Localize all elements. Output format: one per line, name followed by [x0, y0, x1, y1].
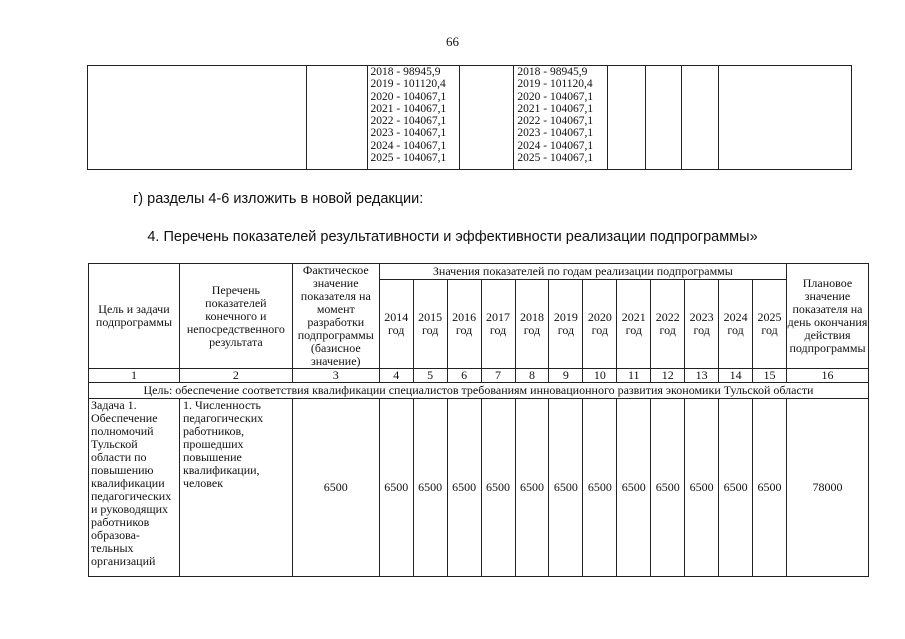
top-cell-2: [306, 66, 367, 170]
column-number: 11: [617, 369, 651, 383]
funding-year-line: 2024 - 104067,1: [370, 139, 447, 152]
column-number: 4: [379, 369, 413, 383]
header-year: 2025 год: [753, 279, 787, 368]
goal-row: Цель: обеспечение соответствия квалификации специалистов требованиям инновационного развития экономики Тульской области: [89, 383, 869, 399]
header-goal-tasks: Цель и задачи подпрограммы: [89, 264, 180, 369]
column-number: 14: [719, 369, 753, 383]
value-2017: 6500: [481, 399, 515, 577]
header-year: 2022 год: [651, 279, 685, 368]
column-number: 10: [583, 369, 617, 383]
value-2023: 6500: [685, 399, 719, 577]
header-year: 2023 год: [685, 279, 719, 368]
funding-year-line: 2019 - 101120,4: [370, 78, 446, 91]
continuation-table: [87, 65, 852, 170]
value-2021: 6500: [617, 399, 651, 577]
top-cell-9: [719, 66, 852, 170]
funding-year-line: 2025 - 104067,1: [370, 152, 447, 165]
header-planned-value: Плановое значение показателя на день окончания действия подпрограммы: [787, 264, 869, 369]
funding-year-line: 2021 - 104067,1: [370, 102, 447, 115]
page-number: 66: [446, 34, 459, 49]
value-2022: 6500: [651, 399, 685, 577]
top-cell-6: [608, 66, 646, 170]
task-cell: Задача 1. Обеспечение полномочий Тульской области по повышению квалификации педагогических и руководящих работников образова-тельных организаций: [89, 399, 180, 577]
header-year: 2021 год: [617, 279, 651, 368]
funding-years-list-b: [514, 66, 608, 170]
header-year: 2017 год: [481, 279, 515, 368]
header-year: 2019 год: [549, 279, 583, 368]
column-number: 5: [413, 369, 447, 383]
header-year: 2018 год: [515, 279, 549, 368]
column-number: 7: [481, 369, 515, 383]
top-cell-8: [682, 66, 719, 170]
value-2020: 6500: [583, 399, 617, 577]
header-year: 2015 год: [413, 279, 447, 368]
value-2016: 6500: [447, 399, 481, 577]
funding-year-line: 2022 - 104067,1: [370, 115, 447, 128]
column-number: 16: [787, 369, 869, 383]
funding-year-line: 2019 - 101120,4: [517, 78, 593, 91]
funding-year-line: 2024 - 104067,1: [517, 139, 594, 152]
top-cell-1: [88, 66, 307, 170]
actual-value-cell: 6500: [292, 399, 379, 577]
value-2014: 6500: [379, 399, 413, 577]
value-2019: 6500: [549, 399, 583, 577]
funding-year-line: 2023 - 104067,1: [517, 127, 594, 140]
funding-year-line: 2018 - 98945,9: [517, 66, 588, 78]
funding-year-line: 2020 - 104067,1: [517, 90, 594, 103]
funding-year-line: 2022 - 104067,1: [517, 115, 594, 128]
funding-year-line: 2021 - 104067,1: [517, 102, 594, 115]
column-number: 3: [292, 369, 379, 383]
top-cell-4: [460, 66, 514, 170]
value-2025: 6500: [753, 399, 787, 577]
planned-value-cell: 78000: [787, 399, 869, 577]
amendment-heading: г) разделы 4-6 изложить в новой редакции:: [133, 191, 424, 207]
value-2018: 6500: [515, 399, 549, 577]
funding-year-line: 2018 - 98945,9: [370, 66, 441, 78]
header-year: 2014 год: [379, 279, 413, 368]
funding-year-line: 2020 - 104067,1: [370, 90, 447, 103]
funding-year-line: 2023 - 104067,1: [370, 127, 447, 140]
column-number: 15: [753, 369, 787, 383]
indicators-table: [88, 263, 869, 577]
indicator-cell: 1. Численность педагогических работников, прошедших повышение квалификации, человек: [179, 399, 292, 577]
header-year: 2024 год: [719, 279, 753, 368]
header-year: 2020 год: [583, 279, 617, 368]
column-number: 6: [447, 369, 481, 383]
column-number: 1: [89, 369, 180, 383]
value-2024: 6500: [719, 399, 753, 577]
column-number: 8: [515, 369, 549, 383]
funding-years-list-a: [367, 66, 460, 170]
value-2015: 6500: [413, 399, 447, 577]
header-by-years: Значения показателей по годам реализации подпрограммы: [379, 264, 786, 280]
header-actual-value: Фактическое значение показателя на момент разработки подпрограммы (базисное значение): [292, 264, 379, 369]
column-number: 2: [179, 369, 292, 383]
header-year: 2016 год: [447, 279, 481, 368]
top-cell-7: [646, 66, 682, 170]
column-number: 12: [651, 369, 685, 383]
funding-year-line: 2025 - 104067,1: [517, 152, 594, 165]
column-number: 9: [549, 369, 583, 383]
header-indicators: Перечень показателей конечного и непосредственного результата: [179, 264, 292, 369]
section-title: 4. Перечень показателей результативности и эффективности реализации подпрограммы»: [147, 229, 758, 245]
column-number: 13: [685, 369, 719, 383]
